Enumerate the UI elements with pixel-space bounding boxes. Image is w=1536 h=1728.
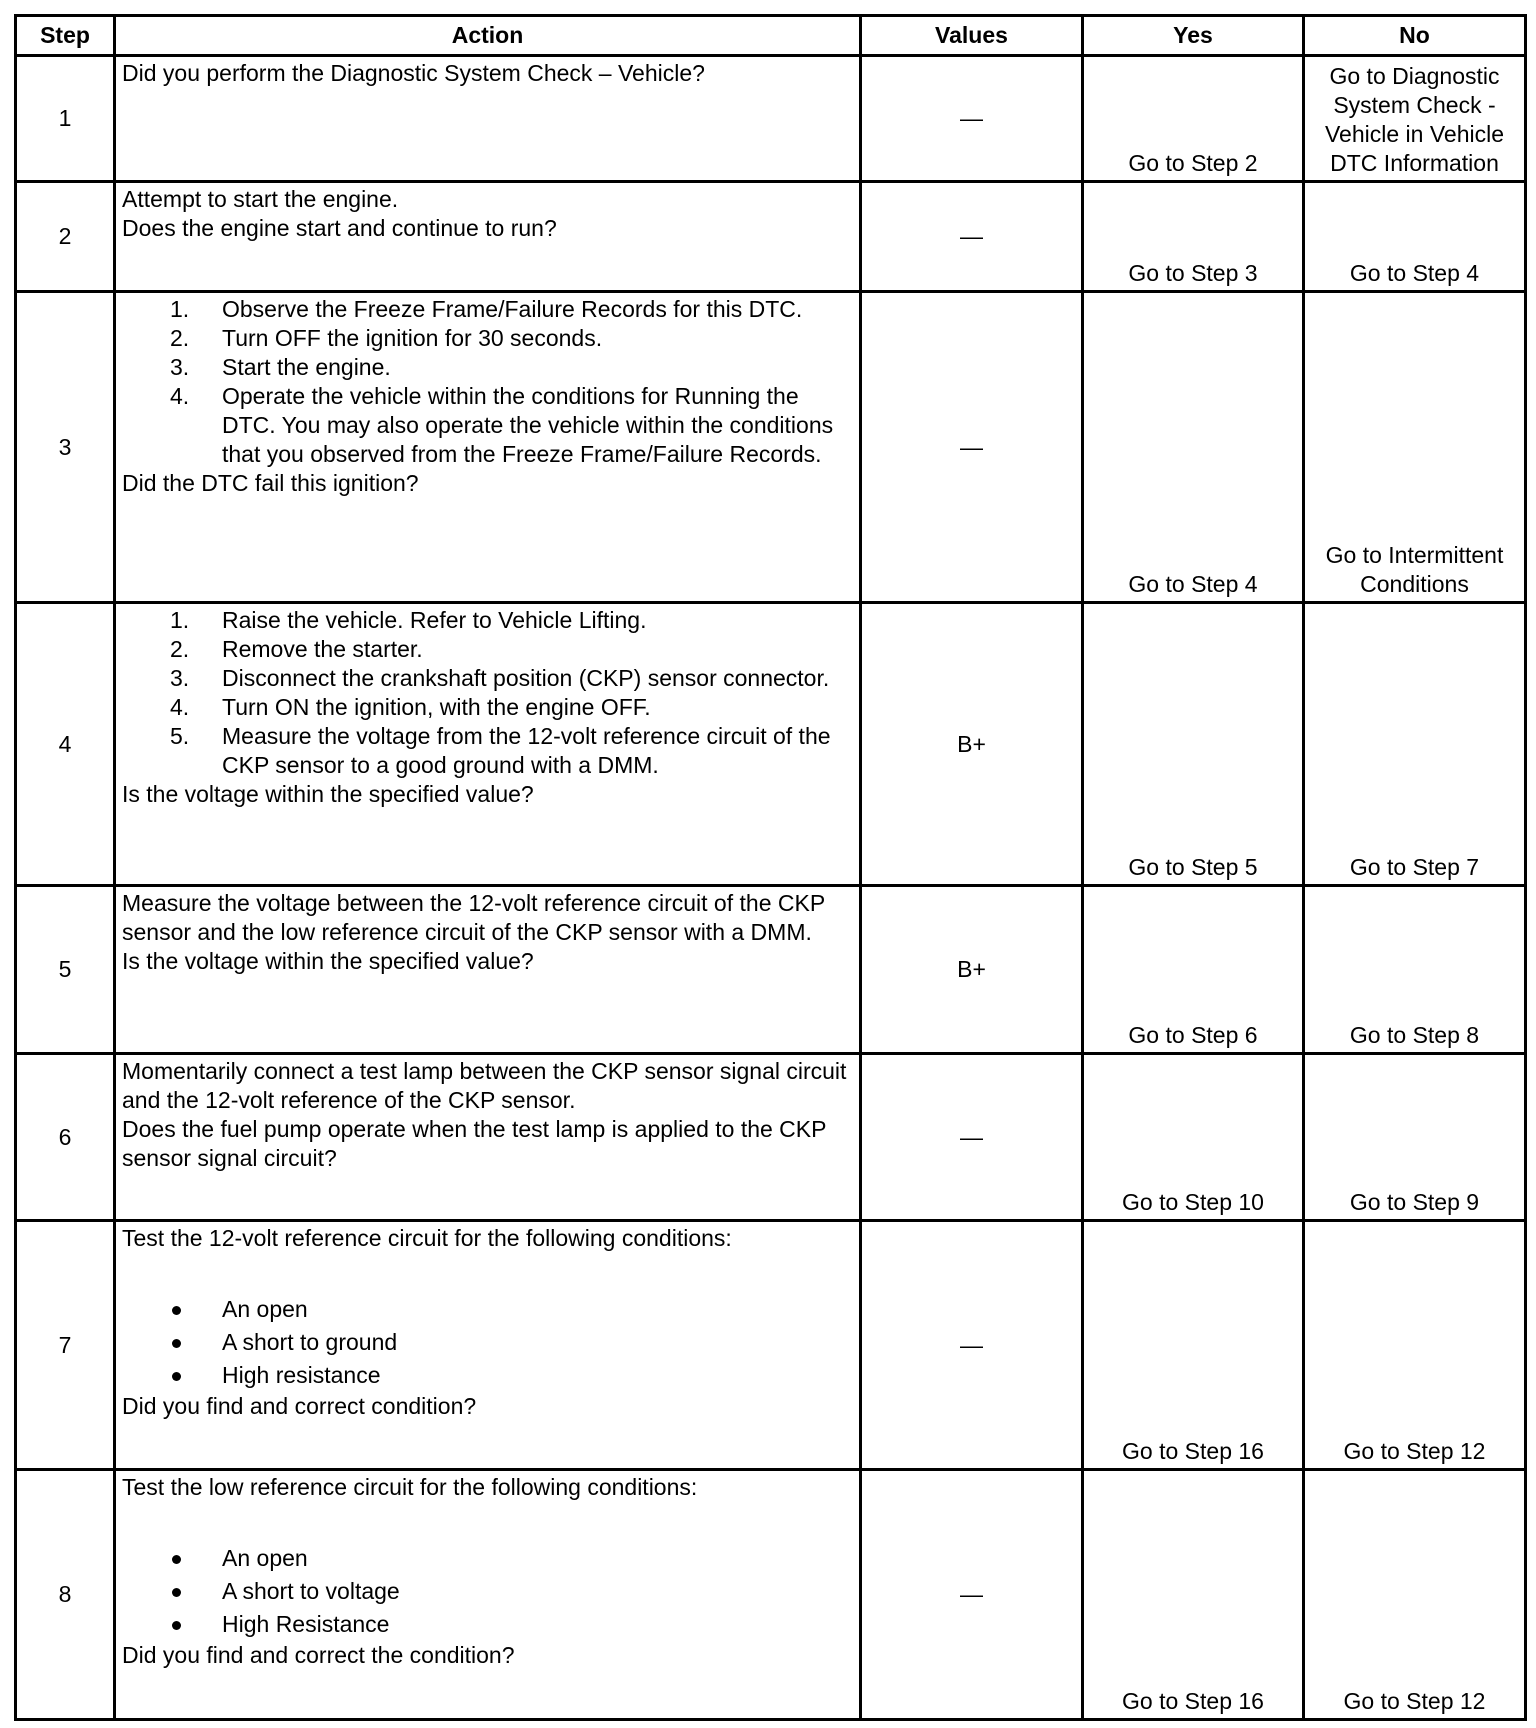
bullet-icon	[172, 1372, 181, 1381]
action-question: Is the voltage within the specified value?	[122, 781, 534, 807]
procedure-step-text: Turn OFF the ignition for 30 seconds.	[222, 325, 603, 351]
yes-target: Go to Step 4	[1128, 571, 1258, 597]
step-number-cell: 2	[16, 182, 115, 292]
action-content	[116, 183, 859, 245]
table-row	[16, 603, 1526, 886]
diagnostic-table-document	[14, 14, 1524, 1725]
action-cell	[115, 292, 861, 603]
action-question: Did you find and correct the condition?	[122, 1642, 515, 1668]
step-number-cell: 6	[16, 1054, 115, 1221]
action-question: Is the voltage within the specified value?	[122, 948, 534, 974]
action-body	[122, 185, 855, 214]
values-cell: —	[861, 56, 1083, 182]
action-body	[122, 59, 855, 88]
procedure-step-text: Remove the starter.	[222, 636, 423, 662]
action-cell	[115, 1221, 861, 1470]
no-target: Go to Intermittent Conditions	[1325, 542, 1504, 597]
procedure-step-text: Operate the vehicle within the conditions for Running the DTC. You may also operate the vehicle within the conditions that you observed from the Freeze Frame/Failure Records.	[222, 383, 834, 467]
action-body	[122, 1057, 855, 1115]
step-number: 2.	[170, 325, 190, 351]
condition-item	[122, 1326, 855, 1359]
action-intro: Test the 12-volt reference circuit for the following conditions:	[122, 1225, 732, 1251]
procedure-step	[122, 635, 855, 664]
step-number-cell: 7	[16, 1221, 115, 1470]
step-number: 1.	[170, 296, 190, 322]
step-number-cell: 4	[16, 603, 115, 886]
procedure-step	[122, 693, 855, 722]
action-cell	[115, 1054, 861, 1221]
no-target: Go to Step 4	[1349, 260, 1480, 286]
header-yes: Yes	[1083, 16, 1304, 56]
no-target: Go to Step 7	[1349, 854, 1480, 880]
values-cell: B+	[861, 886, 1083, 1054]
condition-text: An open	[222, 1296, 308, 1322]
table-row	[16, 886, 1526, 1054]
table-body	[16, 56, 1526, 1720]
yes-cell	[1083, 886, 1304, 1054]
action-intro: Measure the voltage between the 12-volt reference circuit of the CKP sensor and the low reference circuit of the CKP sensor with a DMM.	[122, 890, 825, 945]
action-question: Did you find and correct condition?	[122, 1393, 477, 1419]
bullet-icon	[172, 1339, 181, 1348]
action-intro: Did you perform the Diagnostic System Check – Vehicle?	[122, 60, 705, 86]
procedure-step	[122, 606, 855, 635]
condition-list	[122, 1542, 855, 1641]
values-cell: —	[861, 292, 1083, 603]
procedure-list	[122, 606, 855, 780]
action-cell	[115, 603, 861, 886]
no-cell	[1304, 56, 1526, 182]
table-row	[16, 182, 1526, 292]
action-body	[122, 889, 855, 947]
procedure-step-text: Measure the voltage from the 12-volt reference circuit of the CKP sensor to a good ground with a DMM.	[222, 723, 831, 778]
yes-target: Go to Step 5	[1128, 854, 1258, 880]
action-content	[116, 293, 859, 500]
step-number: 1.	[170, 607, 190, 633]
condition-item	[122, 1608, 855, 1641]
procedure-list	[122, 295, 855, 469]
table-row	[16, 1470, 1526, 1720]
diagnostic-table	[14, 14, 1527, 1721]
no-cell	[1304, 182, 1526, 292]
no-target: Go to Step 8	[1349, 1022, 1480, 1048]
no-cell	[1304, 1470, 1526, 1720]
yes-cell	[1083, 1470, 1304, 1720]
yes-target: Go to Step 3	[1128, 260, 1258, 286]
action-intro: Attempt to start the engine.	[122, 186, 399, 212]
action-question: Did the DTC fail this ignition?	[122, 470, 419, 496]
yes-target: Go to Step 16	[1122, 1438, 1264, 1464]
header-step: Step	[16, 16, 115, 56]
procedure-step	[122, 324, 855, 353]
step-number: 5.	[170, 723, 190, 749]
bullet-icon	[172, 1621, 181, 1630]
action-content	[116, 1222, 859, 1423]
step-number: 4.	[170, 383, 190, 409]
condition-text: High Resistance	[222, 1611, 390, 1637]
procedure-step	[122, 382, 855, 469]
no-target: Go to Step 9	[1349, 1189, 1480, 1215]
values-cell: B+	[861, 603, 1083, 886]
no-target: Go to Diagnostic System Check - Vehicle in Vehicle DTC Information	[1324, 63, 1504, 176]
condition-list	[122, 1293, 855, 1392]
procedure-step	[122, 664, 855, 693]
procedure-step	[122, 722, 855, 780]
table-row	[16, 1221, 1526, 1470]
action-cell	[115, 1470, 861, 1720]
values-cell: —	[861, 1221, 1083, 1470]
action-question: Does the engine start and continue to run?	[122, 215, 557, 241]
condition-item	[122, 1542, 855, 1575]
header-action: Action	[115, 16, 861, 56]
condition-item	[122, 1293, 855, 1326]
step-number: 3.	[170, 354, 190, 380]
bullet-icon	[172, 1588, 181, 1597]
yes-cell	[1083, 603, 1304, 886]
step-number: 3.	[170, 665, 190, 691]
action-question: Does the fuel pump operate when the test lamp is applied to the CKP sensor signal circuit?	[122, 1116, 827, 1171]
no-cell	[1304, 1054, 1526, 1221]
yes-cell	[1083, 1054, 1304, 1221]
condition-text: A short to voltage	[222, 1578, 400, 1604]
condition-text: High resistance	[222, 1362, 381, 1388]
yes-cell	[1083, 292, 1304, 603]
table-row	[16, 292, 1526, 603]
action-body	[122, 1473, 855, 1641]
procedure-step	[122, 353, 855, 382]
step-number: 4.	[170, 694, 190, 720]
action-cell	[115, 182, 861, 292]
action-body	[122, 606, 855, 780]
values-cell: —	[861, 182, 1083, 292]
action-content	[116, 57, 859, 90]
bullet-icon	[172, 1555, 181, 1564]
no-target: Go to Step 12	[1343, 1438, 1486, 1464]
yes-target: Go to Step 16	[1122, 1688, 1264, 1714]
no-cell	[1304, 603, 1526, 886]
condition-item	[122, 1359, 855, 1392]
action-content	[116, 1471, 859, 1672]
action-intro: Momentarily connect a test lamp between the CKP sensor signal circuit and the 12-volt reference of the CKP sensor.	[122, 1058, 847, 1113]
yes-cell	[1083, 56, 1304, 182]
step-number-cell: 1	[16, 56, 115, 182]
procedure-step-text: Turn ON the ignition, with the engine OFF.	[222, 694, 651, 720]
step-number-cell: 8	[16, 1470, 115, 1720]
yes-cell	[1083, 182, 1304, 292]
step-number-cell: 3	[16, 292, 115, 603]
procedure-step-text: Observe the Freeze Frame/Failure Records for this DTC.	[222, 296, 803, 322]
procedure-step-text: Raise the vehicle. Refer to Vehicle Lifting.	[222, 607, 647, 633]
values-cell: —	[861, 1054, 1083, 1221]
action-cell	[115, 56, 861, 182]
action-cell	[115, 886, 861, 1054]
action-content	[116, 887, 859, 978]
no-target: Go to Step 12	[1343, 1688, 1486, 1714]
values-cell: —	[861, 1470, 1083, 1720]
yes-cell	[1083, 1221, 1304, 1470]
condition-text: A short to ground	[222, 1329, 398, 1355]
header-row	[16, 16, 1526, 56]
procedure-step	[122, 295, 855, 324]
condition-text: An open	[222, 1545, 308, 1571]
action-intro: Test the low reference circuit for the following conditions:	[122, 1474, 698, 1500]
table-row	[16, 1054, 1526, 1221]
condition-item	[122, 1575, 855, 1608]
no-cell	[1304, 292, 1526, 603]
step-number: 2.	[170, 636, 190, 662]
procedure-step-text: Start the engine.	[222, 354, 391, 380]
action-body	[122, 1224, 855, 1392]
header-values: Values	[861, 16, 1083, 56]
procedure-step-text: Disconnect the crankshaft position (CKP) sensor connector.	[222, 665, 830, 691]
step-number-cell: 5	[16, 886, 115, 1054]
yes-target: Go to Step 10	[1122, 1189, 1264, 1215]
header-no: No	[1304, 16, 1526, 56]
yes-target: Go to Step 6	[1128, 1022, 1258, 1048]
table-row	[16, 56, 1526, 182]
action-body	[122, 295, 855, 469]
no-cell	[1304, 1221, 1526, 1470]
bullet-icon	[172, 1306, 181, 1315]
action-content	[116, 604, 859, 811]
yes-target: Go to Step 2	[1128, 150, 1258, 176]
no-cell	[1304, 886, 1526, 1054]
action-content	[116, 1055, 859, 1175]
